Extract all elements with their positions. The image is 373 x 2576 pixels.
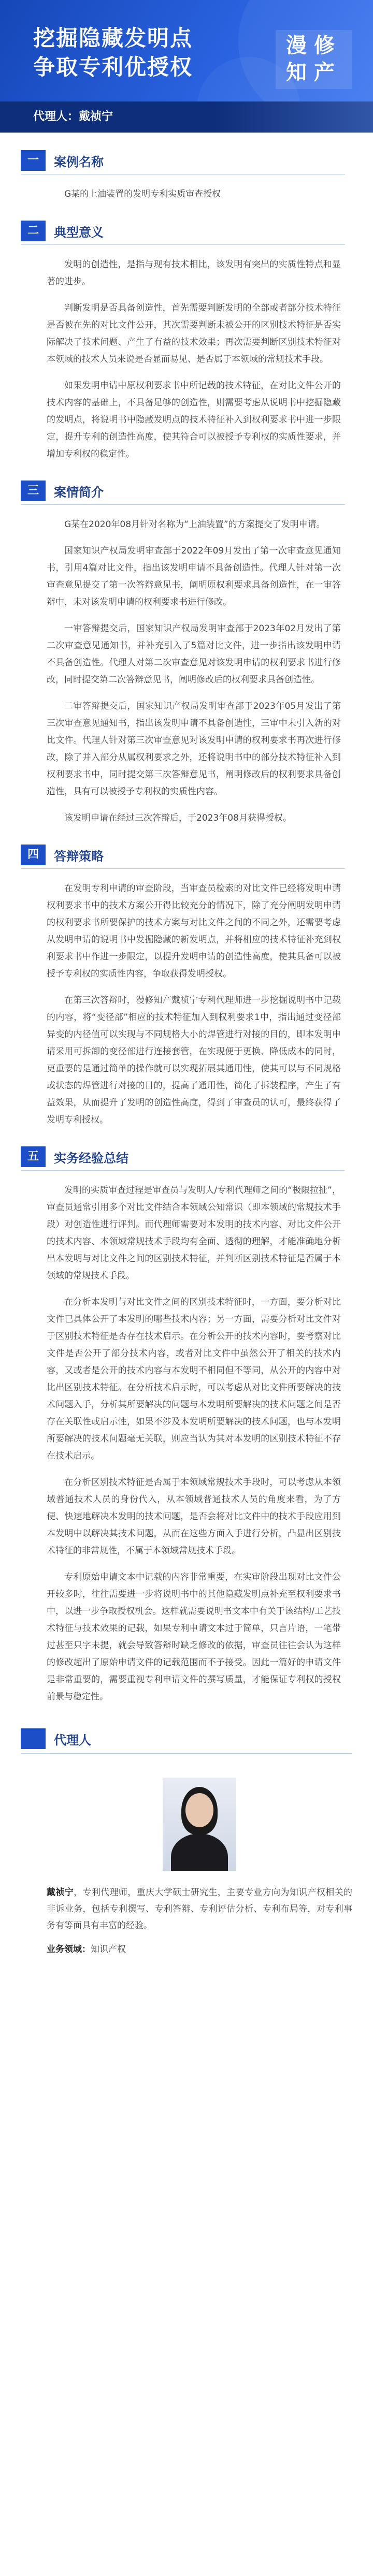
section-paragraph: 判断发明是否具备创造性，首先需要判断发明的全部或者部分技术特征是否被在先的对比文件公开，其次需要判断未被公开的区别技术特征是否实际解决了技术问题、产生了有益的技术效果；再次需要判断区别技术特征对本领域的技术人员来说是否显而易见、是否属于本领域的常规技术手段。 bbox=[47, 303, 341, 365]
sections-container bbox=[0, 150, 373, 1706]
section-header bbox=[21, 1146, 345, 1171]
section-header bbox=[21, 481, 345, 505]
agent-section-title: 代理人 bbox=[54, 1733, 91, 1748]
agent-bar-label: 代理人：戴祯宁 bbox=[33, 110, 113, 123]
content-section bbox=[0, 150, 373, 203]
section-paragraph: 一审答辩提交后，国家知识产权局发明审查部于2023年02月发出了第二次审查意见通知书，并补充引入了5篇对比文件，进一步指出该发明申请不具备创造性。代理人对第二次审查意见对该发明申请的权利要求书进行修改，同时提交第二次答辩意见书，阐明修改后的权利要求具备创造性。 bbox=[47, 623, 341, 685]
section-title: 典型意义 bbox=[54, 225, 104, 240]
section-title: 案例名称 bbox=[54, 154, 104, 169]
section-paragraph: 国家知识产权局发明审查部于2022年09月发出了第一次审查意见通知书，引用4篇对比文件，指出该发明申请不具备创造性。代理人针对第一次审查意见提交了第一次答辩意见书，阐明原权利要求具备创造性，在一审答辩中，未对该发明申请的权利要求书进行修改。 bbox=[47, 546, 341, 607]
brand-badge-line1: 漫修 bbox=[286, 34, 342, 57]
section-title: 实务经验总结 bbox=[54, 1151, 128, 1166]
banner-title-line2: 争取专利优授权 bbox=[33, 54, 193, 80]
content-section bbox=[0, 845, 373, 1129]
section-header bbox=[21, 845, 345, 869]
agent-description bbox=[47, 1884, 352, 1934]
agent-avatar bbox=[163, 1778, 236, 1871]
section-number: 四 bbox=[21, 845, 46, 865]
section-paragraph: 专利原始申请文本中记载的内容非常重要，在实审阶段出现对比文件公开较多时，往往需要进一步将说明书中的其他隐藏发明点补充至权利要求书中，以进一步争取授权机会。这样就需要说明书文本中有关于该结构/工艺技术特征与技术效果的记载，如果专利申请文本过于简单，只言片语，一笔带过甚至只字未提，就会导致答辩时缺乏修改的依据，审查员往往会认为这样的修改超出了原始申请文件的记载范围而不予接受。因此一篇好的申请文件是非常重要的，需要重视专利申请文件的撰写质量，才能保证专利权的授权前景与稳定性。 bbox=[47, 1572, 341, 1702]
section-paragraph: 如果发明申请中原权利要求书中所记载的技术特征，在对比文件公开的技术内容的基础上，不具备足够的创造性，则需要考虑从说明书中挖掘隐藏的发明点，将说明书中隐藏发明点的技术特征补入到权利要求书中进一步限定，提升专利的创造性高度，使其符合可以被授予专利权的实质性要求，并增加专利权的稳定性。 bbox=[47, 381, 341, 459]
section-title: 答辩策略 bbox=[54, 849, 104, 864]
brand-badge-line2: 知产 bbox=[286, 61, 342, 84]
content-section bbox=[0, 1146, 373, 1706]
section-paragraph: 在发明专利申请的审查阶段，当审查员检索的对比文件已经将发明申请权利要求书中的技术方案公开得比较充分的情况下，除了充分阐明发明申请的权利要求书所要保护的技术方案与对比文件之间的不同之外，还需要考虑从发明申请的说明书中发掘隐藏的新发明点，并将相应的技术特征补充到权利要求书中作进一步限定，以提升发明申请的创造性高度，使其具备可以被授予专利权的实质性内容，争取获得发明授权。 bbox=[47, 883, 341, 979]
business-label: 业务领域： bbox=[47, 1944, 91, 1955]
content-section bbox=[0, 221, 373, 463]
content-section bbox=[0, 481, 373, 827]
section-paragraph: 在分析区别技术特征是否属于本领域常规技术手段时，可以考虑从本领域普通技术人员的身份代入，从本领域普通技术人员的角度来看，为了方便、快速地解决本发明的技术问题，是否会将对比文件中的技术手段应用到本发明中以解决其技术问题，从而在这些方面入手进行分析，凸显出区别技术特征的非常规性，不属于本领域常规技术手段。 bbox=[47, 1477, 341, 1556]
header-banner bbox=[0, 0, 373, 101]
section-number: 五 bbox=[21, 1146, 46, 1167]
section-number: 二 bbox=[21, 221, 46, 241]
agent-business bbox=[47, 1941, 352, 1958]
section-paragraph: 发明的创造性，是指与现有技术相比，该发明有突出的实质性特点和显著的进步。 bbox=[47, 259, 341, 287]
agent-name: 戴祯宁 bbox=[47, 1887, 74, 1898]
section-header bbox=[21, 150, 345, 174]
section-number: 三 bbox=[21, 481, 46, 501]
section-title: 案情简介 bbox=[54, 485, 104, 500]
section-paragraph: 该发明申请在经过三次答辩后，于2023年08月获得授权。 bbox=[64, 813, 292, 823]
business-value: 知识产权 bbox=[91, 1944, 126, 1955]
brand-badge bbox=[276, 30, 352, 89]
avatar-body bbox=[171, 1833, 228, 1871]
agent-bar-accent bbox=[212, 101, 373, 133]
section-paragraph: 发明的实质审查过程是审查员与发明人/专利代理师之间的“极限拉扯”，审查员通常引用多个对比文件结合本领域公知常识（即本领域的常规技术手段）对创造性进行评判。而代理师需要对本发明的技术内容、对比文件公开的技术内容、本领域常规技术手段均有全面、透彻的理解，才能准确地分析出本发明与对比文件之间的区别技术特征，并判断区别技术特征是否属于本领域的常规技术手段。 bbox=[47, 1185, 341, 1281]
section-paragraph: 在第三次答辩时，漫修知产戴祯宁专利代理师进一步挖掘说明书中记载的内容，将“变径部”相应的技术特征加入到权利要求1中，指出通过变径部异变的内径值可以实现与不同规格大小的焊管进行对接的目的，即本发明申请采用可拆卸的变径部进行连接套管，在实现便于更换、降低成本的同时，更重要的是通过简单的操作就可以实现拓展其通用性，使其可以与不同规格或状态的焊管进行对接的目的，提高了通用性，简化了拆装程序，产生了有益效果，从而提升了发明的创造性高度，得到了审查员的认可，最终获得了发明专利授权。 bbox=[47, 995, 341, 1125]
section-marker bbox=[21, 1728, 46, 1749]
avatar-face bbox=[185, 1793, 213, 1827]
section-header bbox=[21, 221, 345, 245]
section-paragraph: G某在2020年08月针对名称为“上油装置”的方案提交了发明申请。 bbox=[64, 519, 325, 530]
section-paragraph: G某的上油装置的发明专利实质审查授权 bbox=[64, 189, 221, 199]
banner-title bbox=[33, 24, 193, 82]
section-number: 一 bbox=[21, 150, 46, 171]
section-paragraph: 二审答辩提交后，国家知识产权局发明审查部于2023年05月发出了第三次审查意见通知书，指出该发明申请不具备创造性，三审中未引入新的对比文件。代理人针对第三次审查意见对该发明申请的权利要求书再次进行修改，除了并入部分从属权利要求之外，还将说明书中的部分技术特征补入到权利要求书中，同时提交第三次答辩意见书，阐明修改后的权利要求具备创造性，具有可以被授予专利权的实质性内容。 bbox=[47, 701, 341, 797]
agent-section-header bbox=[21, 1728, 352, 1754]
section-paragraph: 在分析本发明与对比文件之间的区别技术特征时，一方面，要分析对比文件已具体公开了本发明的哪些技术内容；另一方面，需要分析对比文件对于区别技术特征是否存在技术启示。在分析公开的技术内容时，要考察对比文件是否公开了部分技术内容，或者对比文件中虽然公开了相关的技术内容，又或者是公开的技术内容与本发明不相同但不等同，从公开的内容中对比出区别技术特征。在分析技术启示时，可以考虑从对比文件所要解决的技术问题入手，分析其所要解决的问题与本发明所要解决的技术问题之间是否存在关联性或启示性，如果不涉及本发明所要解决的技术问题，也与本发明所要解决的技术问题毫无关联，则应当认为其对本发明的区别技术特征不存在技术启示。 bbox=[47, 1297, 341, 1461]
agent-desc-text: ，专利代理师，重庆大学硕士研究生，主要专业方向为知识产权相关的非诉业务，包括专利撰写、专利答辩、专利评估分析、专利布局等，对专利事务有等面具有丰富的经验。 bbox=[47, 1887, 353, 1931]
agent-bar bbox=[0, 101, 373, 133]
agent-card bbox=[47, 1754, 352, 1978]
banner-title-line1: 挖掘隐藏发明点 bbox=[33, 25, 193, 51]
